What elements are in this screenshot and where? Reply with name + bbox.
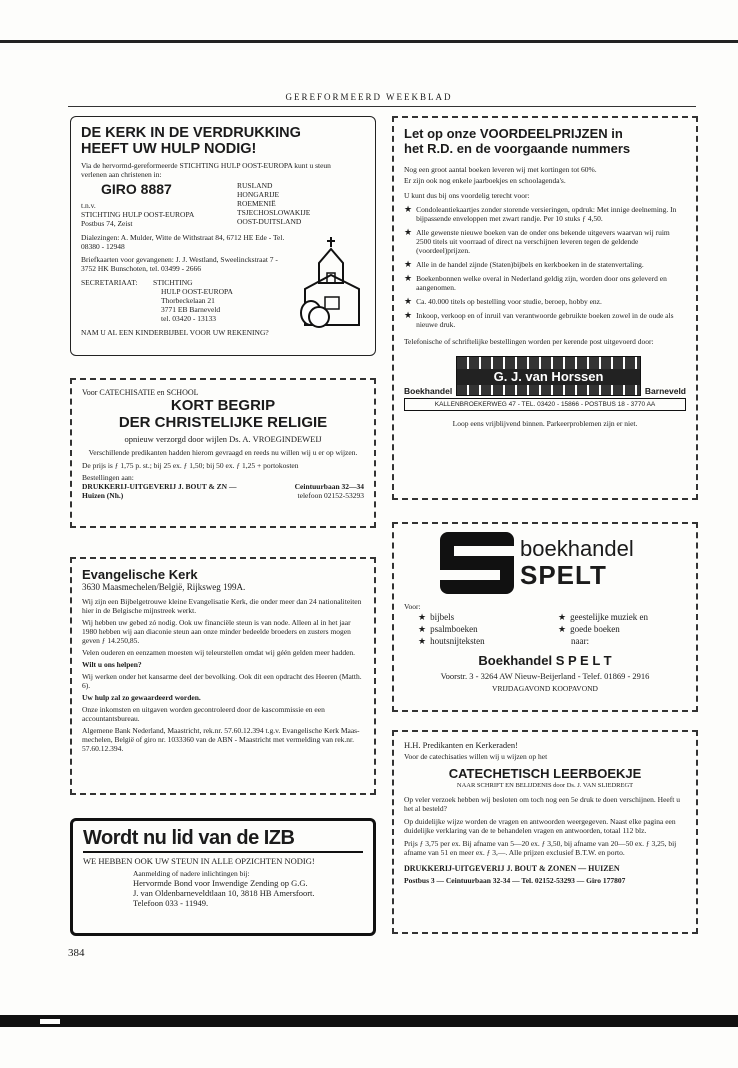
bottom-band (0, 1015, 738, 1027)
header-rule (68, 106, 696, 107)
kerk-footer: NAM U AL EEN KINDERBIJBEL VOOR UW REKENING? (81, 328, 269, 337)
izb-line-1: Hervormde Bond voor Inwendige Zending op G.G. (133, 878, 308, 888)
star-icon: ★ (418, 636, 427, 646)
evang-title: Evangelische Kerk (82, 567, 198, 582)
ad-catechetisch-leerboekje (392, 730, 698, 934)
horssen-p2: Er zijn ook nog enkele jaarboekjes en schoolagenda's. (404, 176, 566, 185)
horssen-p1: Nog een groot aantal boeken leveren wij met kortingen tot 60%. (404, 165, 597, 174)
spelt-s-logo (440, 532, 514, 594)
country: OOST-DUITSLAND (237, 217, 302, 226)
country: HONGARIJE (237, 190, 280, 199)
list-item: ★ Condoleantiekaartjes zonder storende versieringen, opdruk: Met innige deelneming. In bijpassende enveloppen met zwart randje. Per 10 stuks ƒ 4,50. (404, 204, 677, 223)
izb-steun: WE HEBBEN OOK UW STEUN IN ALLE OPZICHTEN NODIG! (83, 856, 315, 866)
kerk-intro: Via de hervormd-gereformeerde STICHTING HULP OOST-EUROPA kunt u steun verlenen aan christenen in: (81, 161, 331, 179)
church-bread-icon (295, 233, 367, 329)
spelt-voor: Voor: (404, 602, 421, 611)
horssen-logo-name: G. J. van Horssen (457, 369, 640, 385)
evang-p1: Wij zijn een Bijbelgetrouwe kleine Evangelisatie Kerk, die onder meer dan 24 nationaliteiten hier in de Belgische mijnstreek werkt. (82, 597, 362, 615)
kerk-title-1: DE KERK IN DE VERDRUKKING (81, 125, 301, 141)
page-number: 384 (68, 947, 85, 959)
top-rule (0, 40, 738, 43)
list-item: ★ Alle in de handel zijnde (Staten)bijbels en kerkboeken in de statenvertaling. (404, 259, 644, 269)
cat-publisher: DRUKKERIJ-UITGEVERIJ J. BOUT & ZONEN — HUIZEN (404, 864, 620, 873)
horssen-logo (404, 356, 686, 396)
country: TSJECHOSLOWAKIJE (237, 208, 311, 217)
evang-h1: Wilt u ons helpen? (82, 660, 142, 669)
spelt-name: Boekhandel S P E L T (478, 653, 612, 668)
page-header: GEREFORMEERD WEEKBLAD (285, 92, 453, 102)
evang-p2: Wij hebben uw gebed zó nodig. Ook uw financiële steun is van node. Alleen al in het jaar 1980 hebben wij aan diaconie steun aan onze minder bedeelde broeders en zusters mogen geven ƒ 14.250,85. (82, 618, 351, 645)
horssen-footer: Loop eens vrijblijvend binnen. Parkeerproblemen zijn er niet. (452, 419, 638, 428)
horssen-logo-right: Barneveld (644, 386, 686, 396)
kerk-org: STICHTING HULP OOST-EUROPA (81, 210, 195, 219)
evang-p6: Algemene Bank Nederland, Maastricht, rek.nr. 57.60.12.394 t.g.v. Evangelische Kerk Maas-mechelen, België of giro nr. 1033360 van de ABN - Maastricht met vermelding van rek.nr. 57.60.12.394. (82, 726, 360, 753)
kort-top: Voor CATECHISATIE en SCHOOL (82, 388, 199, 397)
bottom-band-gap (40, 1019, 60, 1024)
izb-title-rule (83, 851, 363, 853)
star-icon: ★ (404, 273, 413, 283)
kort-phone: telefoon 02152-53293 (297, 491, 364, 500)
kort-address: Ceintuurbaan 32—34 (294, 482, 364, 491)
kerk-sec-line: Thorbeckelaan 21 (161, 296, 215, 305)
evang-address: 3630 Maasmechelen/België, Rijksweg 199A. (82, 582, 246, 592)
kort-publisher-city: Huizen (Nh.) (82, 491, 124, 500)
kerk-tnv: t.n.v. (81, 201, 96, 210)
ad-evangelische-kerk (70, 557, 376, 795)
kerk-briefkaarten: Briefkaarten voor gevangenen: J. J. Westland, Sweelinckstraat 7 - 3752 HK Bunschoten, tel. 03499 - 2666 (81, 255, 278, 273)
cat-p3: Prijs ƒ 3,75 per ex. Bij afname van 5—20 ex. ƒ 3,50, bij afname van 20—50 ex. ƒ 3,25, bij afname van 51 en meer ex. ƒ 3,—. Alle prijzen exclusief B.T.W. en porto. (404, 839, 677, 857)
country: RUSLAND (237, 181, 273, 190)
horssen-address: KALLENBROEKERWEG 47 - TEL. 03420 - 15866 - POSTBUS 18 - 3770 AA (404, 398, 686, 411)
horssen-p4: Telefonische of schriftelijke bestellingen worden per kerende post uitgevoerd door: (404, 337, 654, 346)
spelt-address: Voorstr. 3 - 3264 AW Nieuw-Beijerland - Telef. 01869 - 2916 (440, 671, 650, 681)
kerk-addr: Postbus 74, Zeist (81, 219, 133, 228)
book-shelf-logo (456, 356, 641, 396)
star-icon: ★ (404, 310, 413, 320)
kort-subtitle: opnieuw verzorgd door wijlen Ds. A. VROEGINDEWEIJ (124, 434, 322, 444)
izb-line-3: Telefoon 033 - 11949. (133, 898, 209, 908)
kerk-dialezingen: Dialezingen: A. Mulder, Witte de Withstraat 84, 6712 HE Ede - Tel. 08380 - 12948 (81, 233, 285, 251)
spelt-item: ★ houtsnijteksten (418, 636, 485, 646)
list-item: ★ Boekenbonnen welke overal in Nederland geldig zijn, worden door ons geleverd en aangenomen. (404, 273, 667, 292)
spelt-brand-1: boekhandel (520, 536, 634, 561)
kort-title-1: KORT BEGRIP (170, 397, 276, 414)
kort-note: Verschillende predikanten hadden hierom gevraagd en reeds nu willen wij u er op wijzen. (88, 448, 358, 457)
cat-p1: Op veler verzoek hebben wij besloten om toch nog een 5e druk te doen verschijnen. Heeft u het al besteld? (404, 795, 680, 813)
cat-p2: Op duidelijke wijze worden de vragen en antwoorden weergegeven. Naast elke pagina een duidelijke verklaring van de te behandelen vragen en antwoorden, totaal 112 blz. (404, 817, 676, 835)
spelt-item: ★ goede boeken (558, 624, 620, 634)
kerk-sec-line: tel. 03420 - 13133 (161, 314, 216, 323)
kerk-sec-line: STICHTING (153, 278, 193, 287)
star-icon: ★ (418, 624, 427, 634)
list-item: ★ Alle gewenste nieuwe boeken van de onder ons bekende uitgevers waarvan wij ruim 2500 titels uit voorraad of direct na verschijnen leveren tegen de geldende (voordeel)prijzen. (404, 227, 670, 255)
star-icon: ★ (404, 227, 413, 237)
evang-h2: Uw hulp zal zo gewaardeerd worden. (82, 693, 201, 702)
horssen-title-2: het R.D. en de voorgaande nummers (404, 141, 631, 156)
kort-price: De prijs is ƒ 1,75 p. st.; bij 25 ex. ƒ 1,50; bij 50 ex. ƒ 1,25 + portokosten (82, 461, 299, 470)
horssen-p3: U kunt dus bij ons voordelig terecht voor: (404, 191, 530, 200)
kerk-sec-line: HULP OOST-EUROPA (161, 287, 233, 296)
spelt-item: ★ psalmboeken (418, 624, 478, 634)
spelt-brand-2: SPELT (520, 560, 607, 590)
ad-kort-begrip (70, 378, 376, 528)
cat-sub2: NAAR SCHRIFT EN BELIJDENIS door Ds. J. VAN SLIEDREGT (456, 782, 634, 789)
cat-contact: Postbus 3 — Ceintuurbaan 32-34 — Tel. 02152-53293 — Giro 177807 (404, 876, 626, 885)
evang-p3: Velen ouderen en eenzamen moesten wij teleurstellen omdat wij géén gelden meer hadden. (82, 648, 356, 657)
ad-van-horssen (392, 116, 698, 500)
horssen-logo-left: Boekhandel (404, 386, 453, 396)
list-item: ★ Inkoop, verkoop en of inruil van verantwoorde gebruikte boeken zowel in de oude als nieuwe druk. (404, 310, 674, 329)
kerk-title-2: HEEFT UW HULP NODIG! (81, 141, 257, 157)
cat-title: CATECHETISCH LEERBOEKJE (448, 766, 642, 781)
cat-heading: H.H. Predikanten en Kerkeraden! (404, 740, 518, 750)
kort-order: Bestellingen aan: (82, 473, 134, 482)
kort-title-2: DER CHRISTELIJKE RELIGIE (118, 414, 328, 431)
kerk-countries (237, 181, 310, 228)
spelt-koopavond: VRIJDAGAVOND KOOPAVOND (492, 684, 598, 693)
ad-kerk-verdrukking (70, 116, 376, 356)
kerk-giro: GIRO 8887 (101, 181, 172, 197)
spelt-logo (440, 532, 686, 594)
evang-p4: Wij werken onder het kansarme deel der bevolking. Ook dit een opdracht des Heeren (Matth. 6). (82, 672, 362, 690)
spelt-item: naar: (571, 636, 589, 646)
kerk-sec-line: 3771 EB Barneveld (161, 305, 221, 314)
list-item: ★ Ca. 40.000 titels op bestelling voor studie, beroep, hobby enz. (404, 296, 602, 306)
country: ROEMENIË (237, 199, 276, 208)
izb-title: Wordt nu lid van de IZB (83, 827, 295, 849)
spelt-item: ★ bijbels (418, 612, 455, 622)
ad-boekhandel-spelt (392, 522, 698, 712)
kerk-sec-label: SECRETARIAAT: (81, 278, 138, 287)
ad-izb (70, 818, 376, 936)
izb-aanmelding: Aanmelding of nadere inlichtingen bij: (133, 869, 250, 878)
star-icon: ★ (558, 624, 567, 634)
kort-publisher: DRUKKERIJ-UITGEVERIJ J. BOUT & ZN — (82, 482, 237, 491)
spelt-item: ★ geestelijke muziek en (558, 612, 649, 622)
evang-p5: Onze inkomsten en uitgaven worden gecontroleerd door de kascommissie en een accountantsbureau. (82, 705, 325, 723)
horssen-title-1: Let op onze VOORDEELPRIJZEN in (404, 126, 623, 141)
star-icon: ★ (404, 259, 413, 269)
izb-line-2: J. van Oldenbarneveldtlaan 10, 3818 HB Amersfoort. (133, 888, 315, 898)
star-icon: ★ (418, 612, 427, 622)
star-icon: ★ (558, 612, 567, 622)
cat-sub: Voor de catechisaties willen wij u wijzen op het (404, 752, 548, 761)
star-icon: ★ (404, 296, 413, 306)
star-icon: ★ (404, 204, 413, 214)
